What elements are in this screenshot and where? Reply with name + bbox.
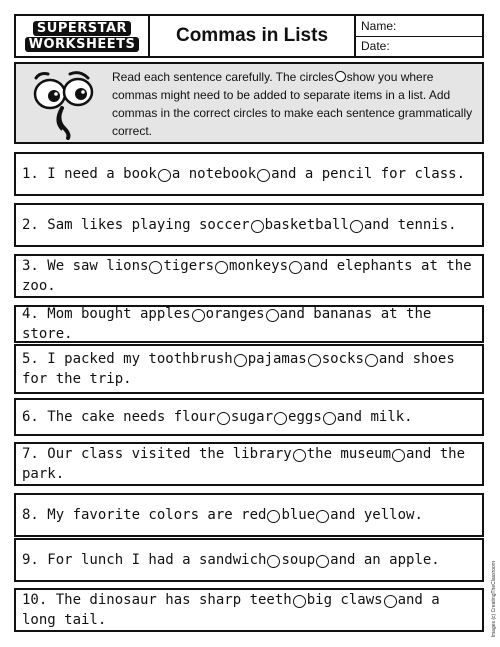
- comma-circle[interactable]: [149, 261, 162, 274]
- comma-circle[interactable]: [365, 354, 378, 367]
- comma-circle[interactable]: [267, 555, 280, 568]
- comma-circle[interactable]: [217, 412, 230, 425]
- sentence-row-3: 3. We saw lions tigers monkeys and elephants at the zoo.: [14, 254, 484, 298]
- worksheet-title: Commas in Lists: [150, 16, 356, 56]
- comma-circle[interactable]: [392, 449, 405, 462]
- comma-circle[interactable]: [293, 595, 306, 608]
- comma-circle[interactable]: [267, 510, 280, 523]
- name-date-box: [356, 16, 482, 56]
- comma-circle[interactable]: [274, 412, 287, 425]
- logo-word-bottom: WORKSHEETS: [25, 37, 140, 52]
- instructions-part-2: show you where commas might need to be added to separate items in a list. Add commas in the correct circles to make each sentence grammatically correct.: [112, 70, 473, 138]
- worksheet-header: [14, 14, 484, 58]
- sentence-row-1: 1. I need a book a notebook and a pencil for class.: [14, 152, 484, 196]
- example-circle-icon: [335, 71, 346, 82]
- comma-circle[interactable]: [192, 309, 205, 322]
- comma-circle[interactable]: [215, 261, 228, 274]
- instructions-text: [112, 68, 478, 140]
- sentence-row-6: 6. The cake needs flour sugar eggs and milk.: [14, 398, 484, 436]
- googly-eyes-mascot-icon: [26, 70, 106, 140]
- comma-circle[interactable]: [316, 555, 329, 568]
- comma-circle[interactable]: [293, 449, 306, 462]
- sentence-row-4: 4. Mom bought apples oranges and bananas at the store.: [14, 305, 484, 343]
- comma-circle[interactable]: [308, 354, 321, 367]
- sentence-row-7: 7. Our class visited the library the museum and the park.: [14, 442, 484, 486]
- comma-circle[interactable]: [257, 169, 270, 182]
- sentence-row-9: 9. For lunch I had a sandwich soup and an apple.: [14, 538, 484, 582]
- comma-circle[interactable]: [234, 354, 247, 367]
- comma-circle[interactable]: [350, 220, 363, 233]
- comma-circle[interactable]: [384, 595, 397, 608]
- date-field[interactable]: Date:: [361, 39, 390, 54]
- superstar-worksheets-logo: [16, 16, 150, 56]
- comma-circle[interactable]: [266, 309, 279, 322]
- comma-circle[interactable]: [323, 412, 336, 425]
- logo-word-top: SUPERSTAR: [33, 21, 131, 36]
- comma-circle[interactable]: [289, 261, 302, 274]
- comma-circle[interactable]: [158, 169, 171, 182]
- sentence-row-10: 10. The dinosaur has sharp teeth big claws and a long tail.: [14, 588, 484, 632]
- sentence-row-5: 5. I packed my toothbrush pajamas socks and shoes for the trip.: [14, 344, 484, 394]
- comma-circle[interactable]: [251, 220, 264, 233]
- instructions-part-1: Read each sentence carefully. The circles: [112, 70, 334, 84]
- name-field[interactable]: Name:: [356, 16, 482, 37]
- sentence-row-8: 8. My favorite colors are red blue and yellow.: [14, 493, 484, 537]
- instructions-box: [14, 62, 484, 144]
- comma-circle[interactable]: [316, 510, 329, 523]
- image-credit: Images (c) CreatingTheClassroom: [491, 560, 497, 637]
- sentence-row-2: 2. Sam likes playing soccer basketball and tennis.: [14, 203, 484, 247]
